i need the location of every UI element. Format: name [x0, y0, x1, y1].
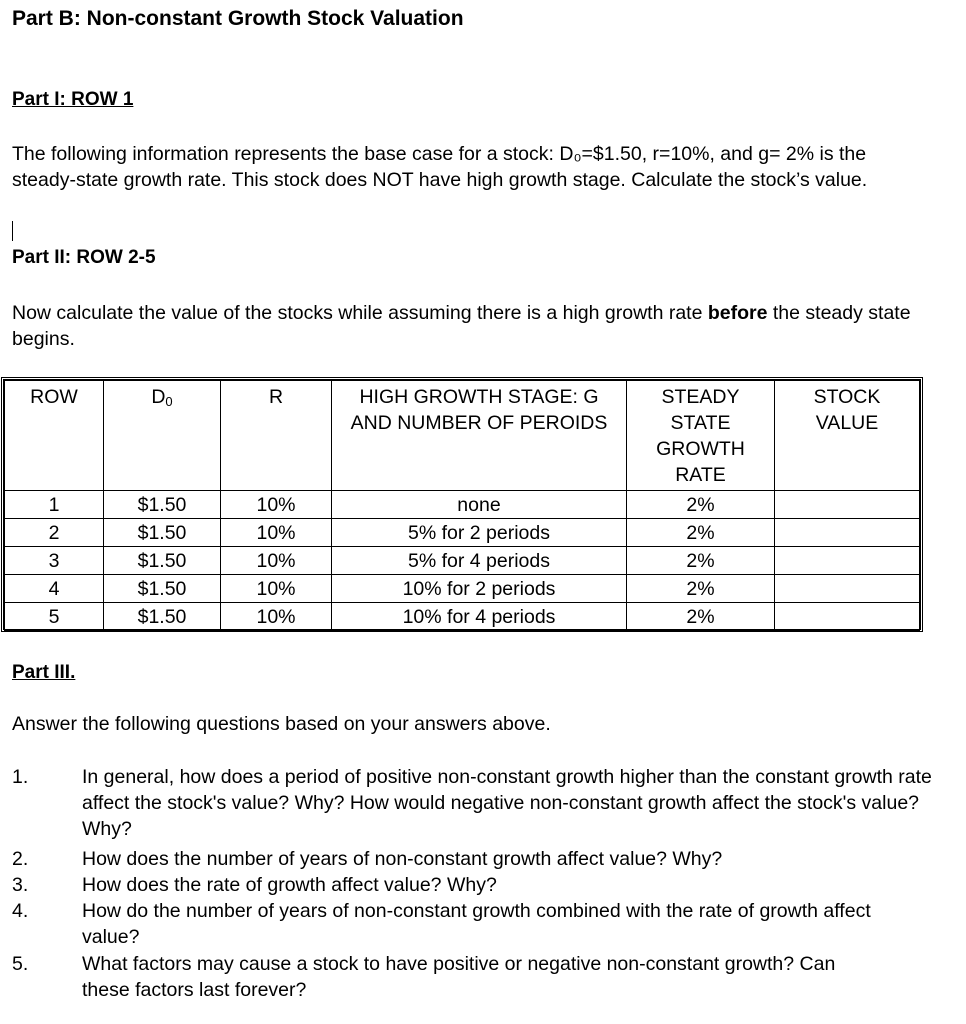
cell-d0: $1.50 [104, 575, 221, 603]
valuation-table [1, 377, 923, 632]
cell-stock-value[interactable] [775, 547, 920, 575]
cell-row: 2 [5, 519, 104, 547]
list-item [0, 872, 966, 898]
list-item [0, 846, 966, 872]
header-r: R [221, 381, 332, 491]
cell-stock-value[interactable] [775, 491, 920, 519]
part3-intro: Answer the following questions based on your answers above. [12, 713, 551, 735]
table-row [5, 491, 920, 519]
cell-row: 3 [5, 547, 104, 575]
part2-text [12, 300, 942, 352]
cell-high-growth: 5% for 4 periods [332, 547, 627, 575]
cell-d0: $1.50 [104, 491, 221, 519]
part2-text-before: Now calculate the value of the stocks while assuming there is a high growth rate [12, 302, 708, 324]
cell-high-growth: 10% for 4 periods [332, 603, 627, 631]
question-text: How do the number of years of non-constant growth combined with the rate of growth affect value? [82, 900, 871, 948]
table-header-row [5, 381, 920, 491]
part2-text-after: the steady state begins. [12, 302, 911, 350]
part2-heading: Part II: ROW 2-5 [12, 247, 156, 268]
cell-row: 5 [5, 603, 104, 631]
question-number: 2. [12, 848, 29, 870]
header-high-growth: HIGH GROWTH STAGE: G AND NUMBER OF PEROIDS [332, 381, 627, 491]
cell-stock-value[interactable] [775, 519, 920, 547]
cell-r: 10% [221, 519, 332, 547]
cell-r: 10% [221, 603, 332, 631]
cell-r: 10% [221, 547, 332, 575]
table-row [5, 603, 920, 631]
document-title: Part B: Non-constant Growth Stock Valuation [12, 7, 464, 30]
header-stock-value: STOCK VALUE [775, 381, 920, 491]
cell-d0: $1.50 [104, 519, 221, 547]
cell-row: 1 [5, 491, 104, 519]
part3-heading: Part III. [12, 662, 76, 683]
question-text: How does the rate of growth affect value? Why? [82, 874, 497, 896]
cell-d0: $1.50 [104, 603, 221, 631]
question-number: 5. [12, 953, 29, 975]
cell-steady: 2% [627, 603, 775, 631]
list-item [0, 898, 966, 950]
cell-steady: 2% [627, 491, 775, 519]
cell-stock-value[interactable] [775, 575, 920, 603]
header-row: ROW [5, 381, 104, 491]
text-cursor [12, 221, 13, 241]
question-number: 3. [12, 874, 29, 896]
cell-r: 10% [221, 575, 332, 603]
header-d0-main: D [151, 386, 166, 408]
question-number: 4. [12, 900, 29, 922]
cell-d0: $1.50 [104, 547, 221, 575]
part1-heading: Part I: ROW 1 [12, 89, 134, 110]
part2-text-bold: before [707, 302, 768, 324]
part1-text: The following information represents the base case for a stock: D₀=$1.50, r=10%, and g= 2% is the steady-state growth rate. This stock does NOT have high growth stage. Calculate the stock’s value. [12, 143, 868, 191]
list-item [0, 951, 966, 1003]
cell-row: 4 [5, 575, 104, 603]
cell-r: 10% [221, 491, 332, 519]
question-text: What factors may cause a stock to have positive or negative non-constant growth? Can these factors last forever? [82, 953, 836, 1001]
table-row [5, 547, 920, 575]
cell-steady: 2% [627, 519, 775, 547]
header-steady-growth: STEADY STATE GROWTH RATE [627, 381, 775, 491]
list-item [0, 764, 966, 844]
cell-steady: 2% [627, 575, 775, 603]
header-d0-sub: 0 [165, 394, 173, 409]
question-text: In general, how does a period of positive non-constant growth higher than the constant growth rate affect the stock's value? Why? How would negative non-constant growth affect the stock's value? Why? [82, 766, 932, 840]
header-d0 [104, 381, 221, 491]
table-row [5, 575, 920, 603]
cell-stock-value[interactable] [775, 603, 920, 631]
question-text: How does the number of years of non-constant growth affect value? Why? [82, 848, 723, 870]
cell-high-growth: 5% for 2 periods [332, 519, 627, 547]
question-number: 1. [12, 766, 29, 788]
cell-high-growth: none [332, 491, 627, 519]
cell-high-growth: 10% for 2 periods [332, 575, 627, 603]
table-row [5, 519, 920, 547]
cell-steady: 2% [627, 547, 775, 575]
